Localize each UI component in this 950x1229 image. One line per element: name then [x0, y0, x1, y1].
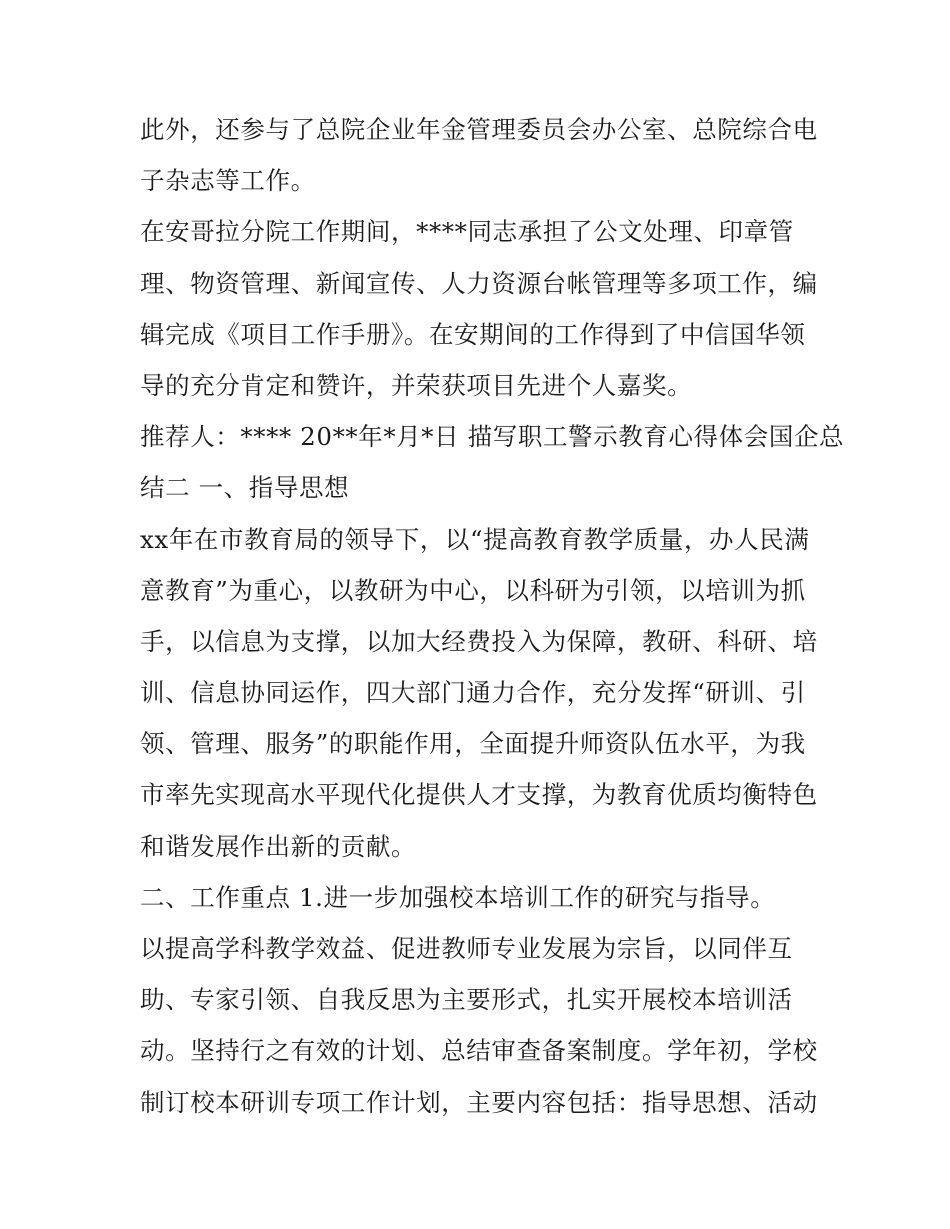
text-line: 领、管理、服务”的职能作用，全面提升师资队伍水平，为我	[140, 729, 806, 759]
text-line: 子杂志等工作。	[140, 166, 316, 196]
paragraph-guiding-thought	[140, 514, 820, 872]
text-line: 此外，还参与了总院企业年金管理委员会办公室、总院综合电	[140, 115, 818, 144]
text-line: 以提高学科教学效益、促进教师专业发展为宗旨，以同伴互	[140, 934, 793, 963]
text-line: 在安哥拉分院工作期间，****同志承担了公文处理、印章管	[140, 217, 794, 247]
section-heading-work-focus	[140, 872, 820, 923]
text-line: 意教育”为重心，以教研为中心，以科研为引领，以培训为抓	[140, 575, 806, 605]
text-line: 二、工作重点 1.进一步加强校本培训工作的研究与指导。	[140, 882, 776, 912]
text-line: xx年在市教育局的领导下，以“提高教育教学质量，办人民满	[140, 524, 810, 554]
text-line: 理、物资管理、新闻宣传、人力资源台帐管理等多项工作，编	[140, 268, 818, 298]
text-line: 训、信息协同运作，四大部门通力合作，充分发挥“研训、引	[140, 678, 806, 708]
text-line: 结二 一、指导思想	[140, 473, 350, 503]
text-line: 导的充分肯定和赞许，并荣获项目先进个人嘉奖。	[140, 370, 693, 400]
text-line: 动。坚持行之有效的计划、总结审查备案制度。学年初，学校	[140, 1036, 818, 1066]
text-line: 助、专家引领、自我反思为主要形式，扎实开展校本培训活	[140, 985, 793, 1015]
text-line: 手，以信息为支撑，以加大经费投入为保障，教研、科研、培	[140, 626, 818, 656]
text-line: 推荐人：**** 20**年*月*日 描写职工警示教育心得体会国企总	[140, 422, 845, 452]
document-body	[140, 104, 845, 1128]
paragraph-recommender	[140, 411, 845, 513]
text-line: 和谐发展作出新的贡献。	[140, 831, 417, 861]
paragraph-other-work	[140, 104, 820, 206]
text-line: 辑完成《项目工作手册》。在安期间的工作得到了中信国华领	[140, 319, 806, 349]
paragraph-school-training	[140, 923, 820, 1128]
text-line: 制订校本研训专项工作计划，主要内容包括：指导思想、活动	[140, 1087, 818, 1117]
paragraph-angola-work	[140, 206, 820, 411]
text-line: 市率先实现高水平现代化提供人才支撑，为教育优质均衡特色	[140, 780, 818, 810]
